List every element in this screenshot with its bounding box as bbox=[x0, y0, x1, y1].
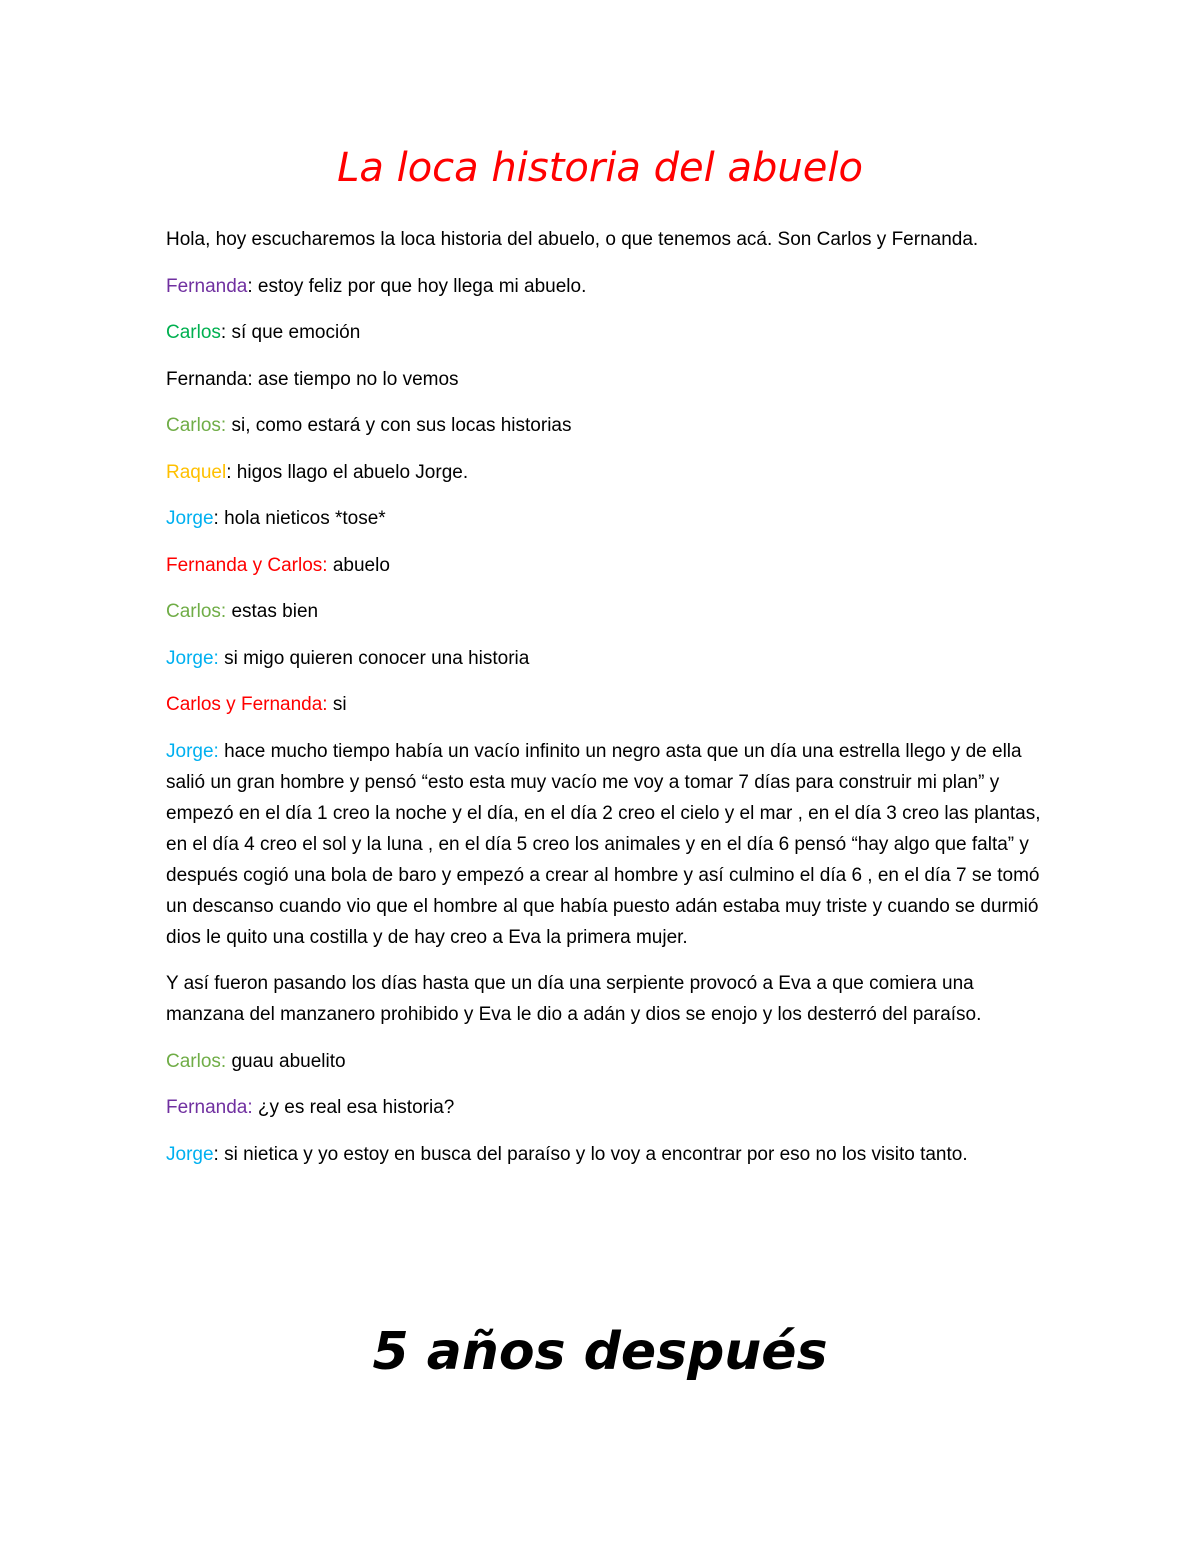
dialogue-line bbox=[166, 1046, 1046, 1077]
dialogue-line bbox=[166, 503, 1046, 534]
dialogue-line bbox=[166, 1139, 1046, 1170]
speaker-colon: : bbox=[213, 508, 219, 529]
dialogue-text: sí que emoción bbox=[226, 322, 361, 343]
dialogue-line bbox=[166, 457, 1046, 488]
dialogue-text: higos llago el abuelo Jorge. bbox=[231, 461, 469, 483]
document-body bbox=[166, 224, 1046, 1185]
dialogue-text: estas bien bbox=[226, 601, 319, 622]
dialogue-line bbox=[166, 596, 1046, 627]
dialogue-text: hace mucho tiempo había un vacío infinito un negro asta que un día una estrella llego y de ella salió un gran hombre y pensó “esto esta muy vacío me voy a tomar 7 días para construir mi plan” y empezó en el día 1 creo la noche y el día, en el día 2 creo el cielo y el mar , en el día 3 creo las plantas, en el día 4 creo el sol y la luna , en el día 5 creo los animales y en el día 6 pensó “hay algo que falta” y después cogió una bola de baro y empezó a crear al hombre y así culmino el día 6 , en el día 7 se tomó un descanso cuando vio que el hombre al que había puesto adán estaba muy triste y cuando se durmió dios le quito una costilla y de hay creo a Eva la primera mujer. bbox=[166, 740, 1041, 948]
speaker-fernanda-y-carlos: Fernanda y Carlos: bbox=[166, 554, 328, 576]
speaker-carlos-y-fernanda: Carlos y Fernanda: bbox=[166, 694, 328, 715]
speaker-raquel: Raquel bbox=[166, 461, 227, 483]
speaker-colon: : bbox=[247, 275, 253, 297]
speaker-carlos: Carlos: bbox=[166, 1050, 227, 1072]
speaker-colon: : bbox=[226, 461, 232, 483]
document-title: La loca historia del abuelo bbox=[337, 145, 863, 191]
dialogue-line bbox=[166, 317, 1046, 348]
speaker-carlos: Carlos: bbox=[166, 415, 227, 436]
dialogue-line bbox=[166, 550, 1046, 581]
dialogue-line bbox=[166, 410, 1046, 441]
dialogue-line bbox=[166, 736, 1046, 953]
speaker-colon: : bbox=[220, 322, 227, 343]
dialogue-text: si, como estará y con sus locas historias bbox=[226, 415, 572, 436]
dialogue-line bbox=[166, 364, 1046, 395]
dialogue-text: abuelo bbox=[327, 554, 390, 576]
speaker-jorge: Jorge bbox=[166, 508, 214, 529]
dialogue-line bbox=[166, 689, 1046, 720]
intro-paragraph: Hola, hoy escucharemos la loca historia del abuelo, o que tenemos acá. Son Carlos y Fernanda. bbox=[166, 229, 979, 250]
dialogue-text: ¿y es real esa historia? bbox=[252, 1097, 455, 1118]
dialogue-text: hola nieticos *tose* bbox=[218, 508, 386, 529]
dialogue-line bbox=[166, 643, 1046, 674]
dialogue-text: si migo quieren conocer una historia bbox=[218, 647, 530, 669]
dialogue-line bbox=[166, 271, 1046, 302]
speaker-jorge: Jorge bbox=[166, 1143, 214, 1165]
section-heading-later: 5 años después bbox=[372, 1322, 828, 1382]
speaker-carlos: Carlos bbox=[166, 322, 221, 343]
dialogue-text: si bbox=[327, 694, 347, 715]
dialogue-text: guau abuelito bbox=[226, 1050, 346, 1072]
dialogue-text: si nietica y yo estoy en busca del paraíso y lo voy a encontrar por eso no los visito tanto. bbox=[218, 1143, 968, 1165]
speaker-fernanda: Fernanda: bbox=[166, 1097, 253, 1118]
speaker-colon: : bbox=[213, 1143, 219, 1165]
speaker-fernanda: Fernanda bbox=[166, 275, 248, 297]
speaker-jorge: Jorge: bbox=[166, 740, 219, 762]
dialogue-line bbox=[166, 1092, 1046, 1123]
speaker-carlos: Carlos: bbox=[166, 601, 227, 622]
dialogue-text: Fernanda: ase tiempo no lo vemos bbox=[166, 368, 459, 390]
dialogue-text: estoy feliz por que hoy llega mi abuelo. bbox=[252, 275, 587, 297]
narration-paragraph: Y así fueron pasando los días hasta que un día una serpiente provocó a Eva a que comiera una manzana del manzanero prohibido y Eva le dio a adán y dios se enojo y los desterró del paraíso. bbox=[166, 973, 982, 1025]
speaker-jorge: Jorge: bbox=[166, 647, 219, 669]
